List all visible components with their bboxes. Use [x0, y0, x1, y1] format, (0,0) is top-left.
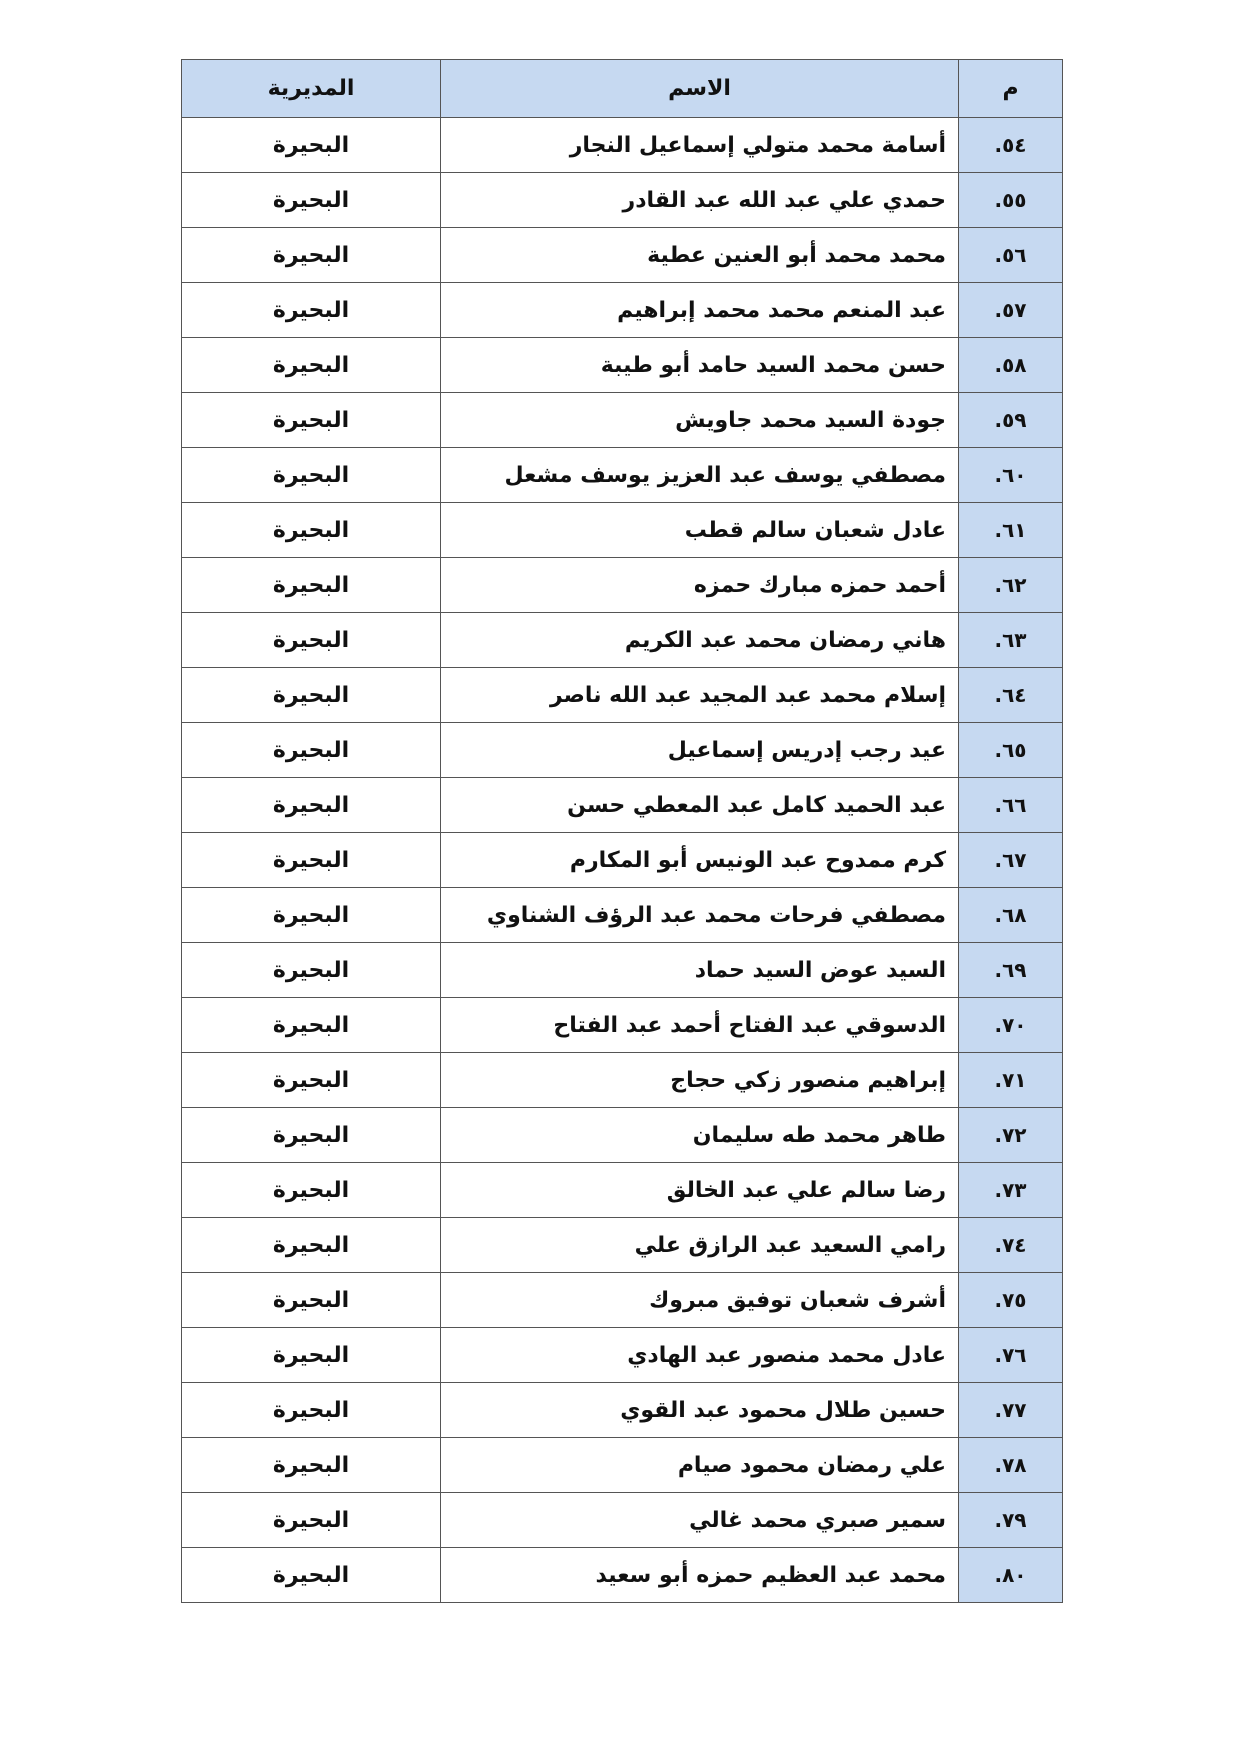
table-row [182, 778, 1063, 833]
row-directorate: البحيرة [182, 1163, 441, 1218]
table-row [182, 558, 1063, 613]
row-name: عبد المنعم محمد محمد إبراهيم [441, 283, 959, 338]
table-row [182, 668, 1063, 723]
row-name: كرم ممدوح عبد الونيس أبو المكارم [441, 833, 959, 888]
row-directorate: البحيرة [182, 393, 441, 448]
row-number: ٥٤. [959, 118, 1063, 173]
row-name: أشرف شعبان توفيق مبروك [441, 1273, 959, 1328]
row-number: ٧٨. [959, 1438, 1063, 1493]
table-row [182, 503, 1063, 558]
row-directorate: البحيرة [182, 723, 441, 778]
row-name: عيد رجب إدريس إسماعيل [441, 723, 959, 778]
row-name: السيد عوض السيد حماد [441, 943, 959, 998]
row-directorate: البحيرة [182, 558, 441, 613]
row-name: حمدي علي عبد الله عبد القادر [441, 173, 959, 228]
row-directorate: البحيرة [182, 1438, 441, 1493]
row-name: عادل محمد منصور عبد الهادي [441, 1328, 959, 1383]
row-name: إسلام محمد عبد المجيد عبد الله ناصر [441, 668, 959, 723]
table-row [182, 1383, 1063, 1438]
table-row [182, 448, 1063, 503]
row-name: عبد الحميد كامل عبد المعطي حسن [441, 778, 959, 833]
table-row [182, 393, 1063, 448]
row-number: ٥٧. [959, 283, 1063, 338]
row-number: ٥٦. [959, 228, 1063, 283]
table-row [182, 998, 1063, 1053]
row-directorate: البحيرة [182, 283, 441, 338]
row-number: ٦٦. [959, 778, 1063, 833]
row-directorate: البحيرة [182, 998, 441, 1053]
names-table [181, 59, 1063, 1603]
row-directorate: البحيرة [182, 118, 441, 173]
row-number: ٧٠. [959, 998, 1063, 1053]
row-number: ٧٥. [959, 1273, 1063, 1328]
row-directorate: البحيرة [182, 1108, 441, 1163]
row-number: ٦٨. [959, 888, 1063, 943]
row-number: ٧٤. [959, 1218, 1063, 1273]
row-number: ٦٧. [959, 833, 1063, 888]
row-name: حسن محمد السيد حامد أبو طيبة [441, 338, 959, 393]
row-name: هاني رمضان محمد عبد الكريم [441, 613, 959, 668]
row-name: علي رمضان محمود صيام [441, 1438, 959, 1493]
row-name: رضا سالم علي عبد الخالق [441, 1163, 959, 1218]
row-directorate: البحيرة [182, 1218, 441, 1273]
table-row [182, 338, 1063, 393]
header-directorate: المديرية [182, 60, 441, 118]
row-number: ٦٠. [959, 448, 1063, 503]
row-name: الدسوقي عبد الفتاح أحمد عبد الفتاح [441, 998, 959, 1053]
header-row [182, 60, 1063, 118]
table-row [182, 833, 1063, 888]
row-directorate: البحيرة [182, 338, 441, 393]
header-name: الاسم [441, 60, 959, 118]
row-directorate: البحيرة [182, 668, 441, 723]
row-number: ٧٧. [959, 1383, 1063, 1438]
header-number: م [959, 60, 1063, 118]
row-name: جودة السيد محمد جاويش [441, 393, 959, 448]
table-row [182, 283, 1063, 338]
row-name: أحمد حمزه مبارك حمزه [441, 558, 959, 613]
row-number: ٥٥. [959, 173, 1063, 228]
row-name: سمير صبري محمد غالي [441, 1493, 959, 1548]
row-number: ٧٩. [959, 1493, 1063, 1548]
row-name: عادل شعبان سالم قطب [441, 503, 959, 558]
row-name: مصطفي يوسف عبد العزيز يوسف مشعل [441, 448, 959, 503]
table-row [182, 1438, 1063, 1493]
table-row [182, 1163, 1063, 1218]
row-directorate: البحيرة [182, 448, 441, 503]
row-name: محمد عبد العظيم حمزه أبو سعيد [441, 1548, 959, 1603]
table-row [182, 1548, 1063, 1603]
row-directorate: البحيرة [182, 1548, 441, 1603]
row-number: ٦١. [959, 503, 1063, 558]
table-row [182, 1218, 1063, 1273]
table-row [182, 943, 1063, 998]
row-number: ٥٩. [959, 393, 1063, 448]
table-row [182, 1273, 1063, 1328]
row-name: طاهر محمد طه سليمان [441, 1108, 959, 1163]
row-number: ٧٢. [959, 1108, 1063, 1163]
row-number: ٧١. [959, 1053, 1063, 1108]
table-row [182, 1328, 1063, 1383]
row-directorate: البحيرة [182, 1273, 441, 1328]
row-name: محمد محمد أبو العنين عطية [441, 228, 959, 283]
row-number: ٦٣. [959, 613, 1063, 668]
row-name: أسامة محمد متولي إسماعيل النجار [441, 118, 959, 173]
row-number: ٨٠. [959, 1548, 1063, 1603]
row-directorate: البحيرة [182, 613, 441, 668]
row-directorate: البحيرة [182, 1328, 441, 1383]
row-name: مصطفي فرحات محمد عبد الرؤف الشناوي [441, 888, 959, 943]
row-number: ٧٣. [959, 1163, 1063, 1218]
table-row [182, 118, 1063, 173]
row-number: ٥٨. [959, 338, 1063, 393]
row-directorate: البحيرة [182, 1053, 441, 1108]
row-directorate: البحيرة [182, 1493, 441, 1548]
row-directorate: البحيرة [182, 503, 441, 558]
row-directorate: البحيرة [182, 173, 441, 228]
row-directorate: البحيرة [182, 943, 441, 998]
row-directorate: البحيرة [182, 228, 441, 283]
row-directorate: البحيرة [182, 778, 441, 833]
row-directorate: البحيرة [182, 833, 441, 888]
table-row [182, 888, 1063, 943]
table-row [182, 613, 1063, 668]
row-name: إبراهيم منصور زكي حجاج [441, 1053, 959, 1108]
row-number: ٦٢. [959, 558, 1063, 613]
table-header [182, 60, 1063, 118]
table-body [182, 118, 1063, 1603]
table-row [182, 1108, 1063, 1163]
row-directorate: البحيرة [182, 1383, 441, 1438]
row-number: ٦٩. [959, 943, 1063, 998]
row-number: ٦٤. [959, 668, 1063, 723]
row-name: حسين طلال محمود عبد القوي [441, 1383, 959, 1438]
row-name: رامي السعيد عبد الرازق علي [441, 1218, 959, 1273]
row-directorate: البحيرة [182, 888, 441, 943]
table-row [182, 228, 1063, 283]
row-number: ٦٥. [959, 723, 1063, 778]
row-number: ٧٦. [959, 1328, 1063, 1383]
table-row [182, 1053, 1063, 1108]
table-row [182, 723, 1063, 778]
table-row [182, 1493, 1063, 1548]
table-row [182, 173, 1063, 228]
